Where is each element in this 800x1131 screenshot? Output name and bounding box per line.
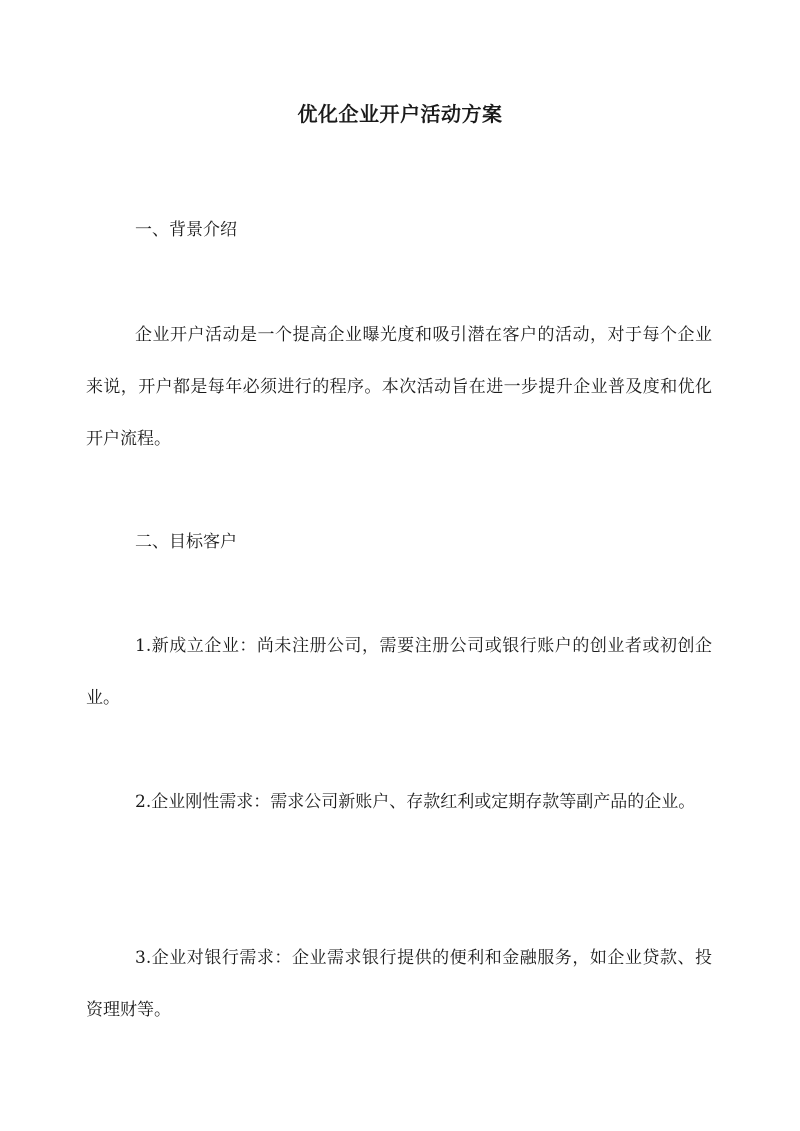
list-item-rigid-demand: 2.企业刚性需求：需求公司新账户、存款红利或定期存款等副产品的企业。 [135,792,696,812]
section-heading-target-customers: 二、目标客户 [135,532,237,552]
document-title: 优化企业开户活动方案 [297,102,503,126]
background-paragraph: 企业开户活动是一个提高企业曝光度和吸引潜在客户的活动，对于每个企业来说，开户都是每年必须进行的程序。本次活动旨在进一步提升企业普及度和优化开户流程。 [86,325,712,449]
section-heading-background: 一、背景介绍 [135,220,237,240]
list-item-new-enterprises: 1.新成立企业：尚未注册公司，需要注册公司或银行账户的创业者或初创企业。 [86,636,712,708]
list-item-bank-demand: 3.企业对银行需求：企业需求银行提供的便利和金融服务，如企业贷款、投资理财等。 [86,948,712,1020]
